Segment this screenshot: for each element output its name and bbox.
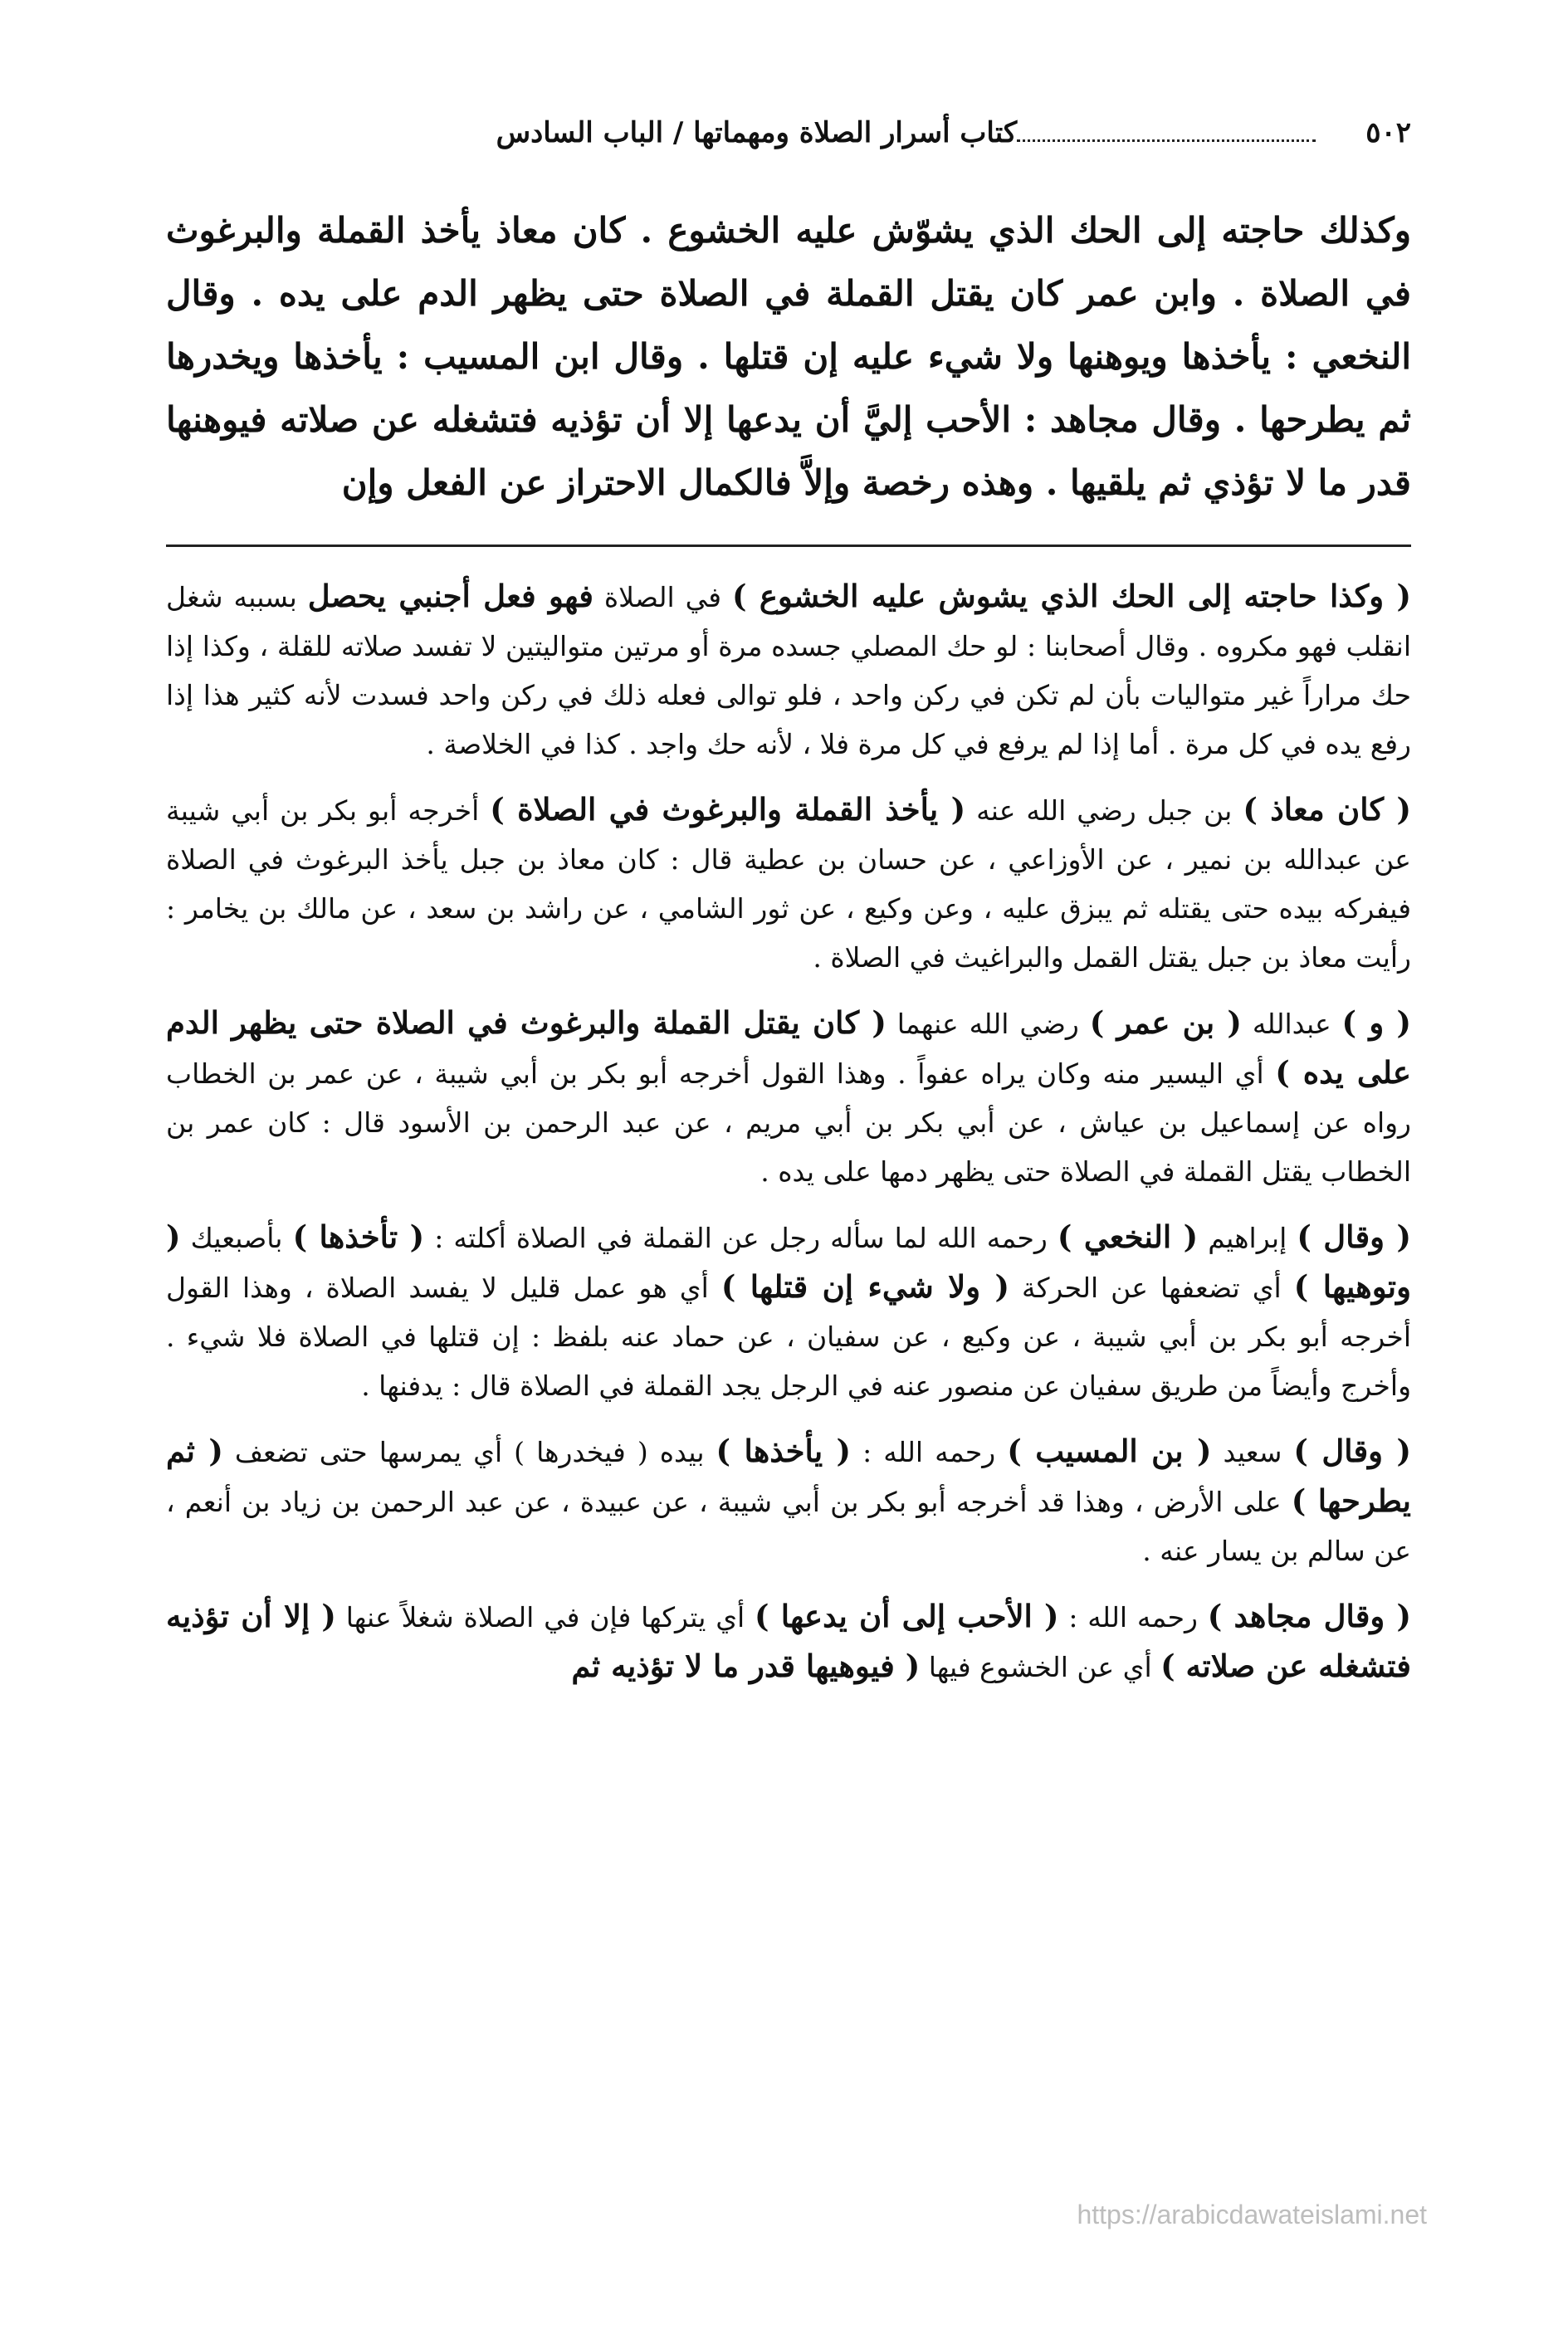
- commentary-quote: ( بن عمر ): [1089, 1004, 1242, 1041]
- header-title: كتاب أسرار الصلاة ومهماتها / الباب السادس: [496, 116, 1018, 149]
- commentary-paragraph-3: [166, 999, 1411, 1196]
- commentary-quote: ( إلا أن تؤذيه فتشغله عن صلاته ): [166, 1598, 1411, 1684]
- commentary-text: أخرجه أبو بكر بن أبي شيبة عن عبدالله بن نمير ، عن الأوزاعي ، عن حسان بن عطية قال : كان معاذ بن جبل يأخذ البرغوث في الصلاة فيفركه بيده حتى يقتله ثم يبزق عليه ، وعن وكيع ، عن ثور الشامي ، عن راشد بن سعد ، عن مالك بن يخامر : رأيت معاذ بن جبل يقتل القمل والبراغيث في الصلاة .: [166, 794, 1411, 974]
- main-paragraph: وكذلك حاجته إلى الحك الذي يشوّش عليه الخشوع . كان معاذ يأخذ القملة والبرغوث في الصلاة . وابن عمر كان يقتل القملة في الصلاة حتى يظهر الدم على يده . وقال النخعي : يأخذها ويوهنها ولا شيء عليه إن قتلها . وقال ابن المسيب : يأخذها ويخدرها ثم يطرحها . وقال مجاهد : الأحب إليَّ أن يدعها إلا أن تؤذيه فتشغله عن صلاته فيوهنها قدر ما لا تؤذي ثم يلقيها . وهذه رخصة وإلاَّ فالكمال الاحتراز عن الفعل وإن: [166, 210, 1411, 503]
- commentary-quote: ( يأخذ القملة والبرغوث في الصلاة ): [490, 791, 966, 828]
- commentary-quote: ( وتوهيها ): [166, 1218, 1411, 1305]
- commentary: [166, 572, 1411, 1692]
- commentary-text: سعيد: [1211, 1436, 1294, 1468]
- commentary-quote: ( ولا شيء إن قتلها ): [720, 1268, 1009, 1305]
- commentary-quote: ( وقال ): [1297, 1218, 1411, 1255]
- commentary-quote: ( يأخذها ): [716, 1433, 852, 1469]
- commentary-text: رحمه الله :: [1058, 1601, 1208, 1633]
- commentary-text: في الصلاة: [593, 581, 732, 613]
- commentary-text: إبراهيم: [1198, 1222, 1297, 1254]
- commentary-text: أي عن الخشوع فيها: [920, 1651, 1161, 1683]
- commentary-text: رحمه الله :: [851, 1436, 1008, 1468]
- commentary-quote: ( الأحب إلى أن يدعها ): [755, 1598, 1059, 1634]
- commentary-quote: ( كان يقتل القملة والبرغوث في الصلاة حتى يظهر الدم على يده ): [166, 1004, 1411, 1091]
- page-number: ٥٠٢: [1365, 116, 1411, 149]
- commentary-text: رحمه الله لما سأله رجل عن القملة في الصلاة أكلته :: [424, 1222, 1058, 1254]
- commentary-quote: ( فيوهيها قدر ما لا تؤذيه ثم: [571, 1648, 921, 1684]
- commentary-paragraph-6: [166, 1592, 1411, 1692]
- commentary-quote: ( تأخذها ): [292, 1218, 425, 1255]
- commentary-text: بأصبعيك: [180, 1222, 293, 1254]
- commentary-paragraph-5: [166, 1427, 1411, 1575]
- commentary-quote: ( كان معاذ ): [1243, 791, 1411, 828]
- commentary-text: أي تضعفها عن الحركة: [1009, 1272, 1294, 1304]
- commentary-text: أي هو عمل قليل لا يفسد الصلاة ، وهذا القول أخرجه أبو بكر بن أبي شيبة ، عن وكيع ، عن سفيان ، عن حماد عنه بلفظ : إن قتلها في الصلاة فلا شيء . وأخرج وأيضاً من طريق سفيان عن منصور عنه في الرجل يجد القملة في الصلاة قال : يدفنها .: [166, 1272, 1411, 1402]
- commentary-quote: ( و ): [1341, 1004, 1411, 1041]
- page: [166, 116, 1411, 1708]
- commentary-quote: ( ثم يطرحها ): [166, 1433, 1411, 1519]
- commentary-paragraph-2: [166, 785, 1411, 982]
- commentary-quote: فهو فعل أجنبي يحصل: [307, 578, 593, 614]
- running-header: [166, 116, 1411, 174]
- commentary-text: أي يتركها فإن في الصلاة شغلاً عنها: [335, 1601, 755, 1633]
- commentary-text: بسببه شغل انقلب فهو مكروه . وقال أصحابنا : لو حك المصلي جسده مرة أو مرتين متواليتين لا تفسد صلاته للقلة ، وكذا إذا حك مراراً غير متواليات بأن لم تكن في ركن واحد ، فلو توالى فعله ذلك في ركن واحد فسدت لأنه كثير هذا إذا رفع يده في كل مرة . أما إذا لم يرفع في كل مرة فلا ، لأنه حك واجد . كذا في الخلاصة .: [166, 581, 1411, 760]
- commentary-quote: ( بن المسيب ): [1007, 1433, 1212, 1469]
- watermark-url: https://arabicdawateislami.net: [1077, 2200, 1427, 2229]
- commentary-quote: ( وقال مجاهد ): [1207, 1598, 1411, 1634]
- commentary-quote: ( وقال ): [1293, 1433, 1411, 1469]
- commentary-text: بن جبل رضي الله عنه: [965, 794, 1243, 827]
- commentary-text: رضي الله عنهما: [886, 1008, 1090, 1040]
- commentary-paragraph-4: [166, 1213, 1411, 1410]
- commentary-paragraph-1: [166, 572, 1411, 769]
- commentary-text: أي اليسير منه وكان يراه عفواً . وهذا القول أخرجه أبو بكر بن أبي شيبة ، عن عمر بن الخطاب رواه عن إسماعيل بن عياش ، عن أبي بكر بن أبي مريم ، عن عبد الرحمن بن الأسود قال : كان عمر بن الخطاب يقتل القملة في الصلاة حتى يظهر دمها على يده .: [166, 1057, 1411, 1188]
- commentary-quote: ( النخعي ): [1057, 1218, 1199, 1255]
- header-leader-dots: [1017, 123, 1316, 142]
- commentary-text: على الأرض ، وهذا قد أخرجه أبو بكر بن أبي شيبة ، عن عبيدة ، عن عبد الرحمن بن زياد بن أنعم ، عن سالم بن يسار عنه .: [166, 1486, 1411, 1567]
- commentary-quote: ( وكذا حاجته إلى الحك الذي يشوش عليه الخشوع ): [731, 578, 1411, 614]
- commentary-text: عبدالله: [1241, 1008, 1342, 1040]
- footnote-divider: [166, 544, 1411, 547]
- main-text: [166, 199, 1411, 515]
- commentary-text: بيده ( فيخدرها ) أي يمرسها حتى تضعف: [222, 1436, 716, 1468]
